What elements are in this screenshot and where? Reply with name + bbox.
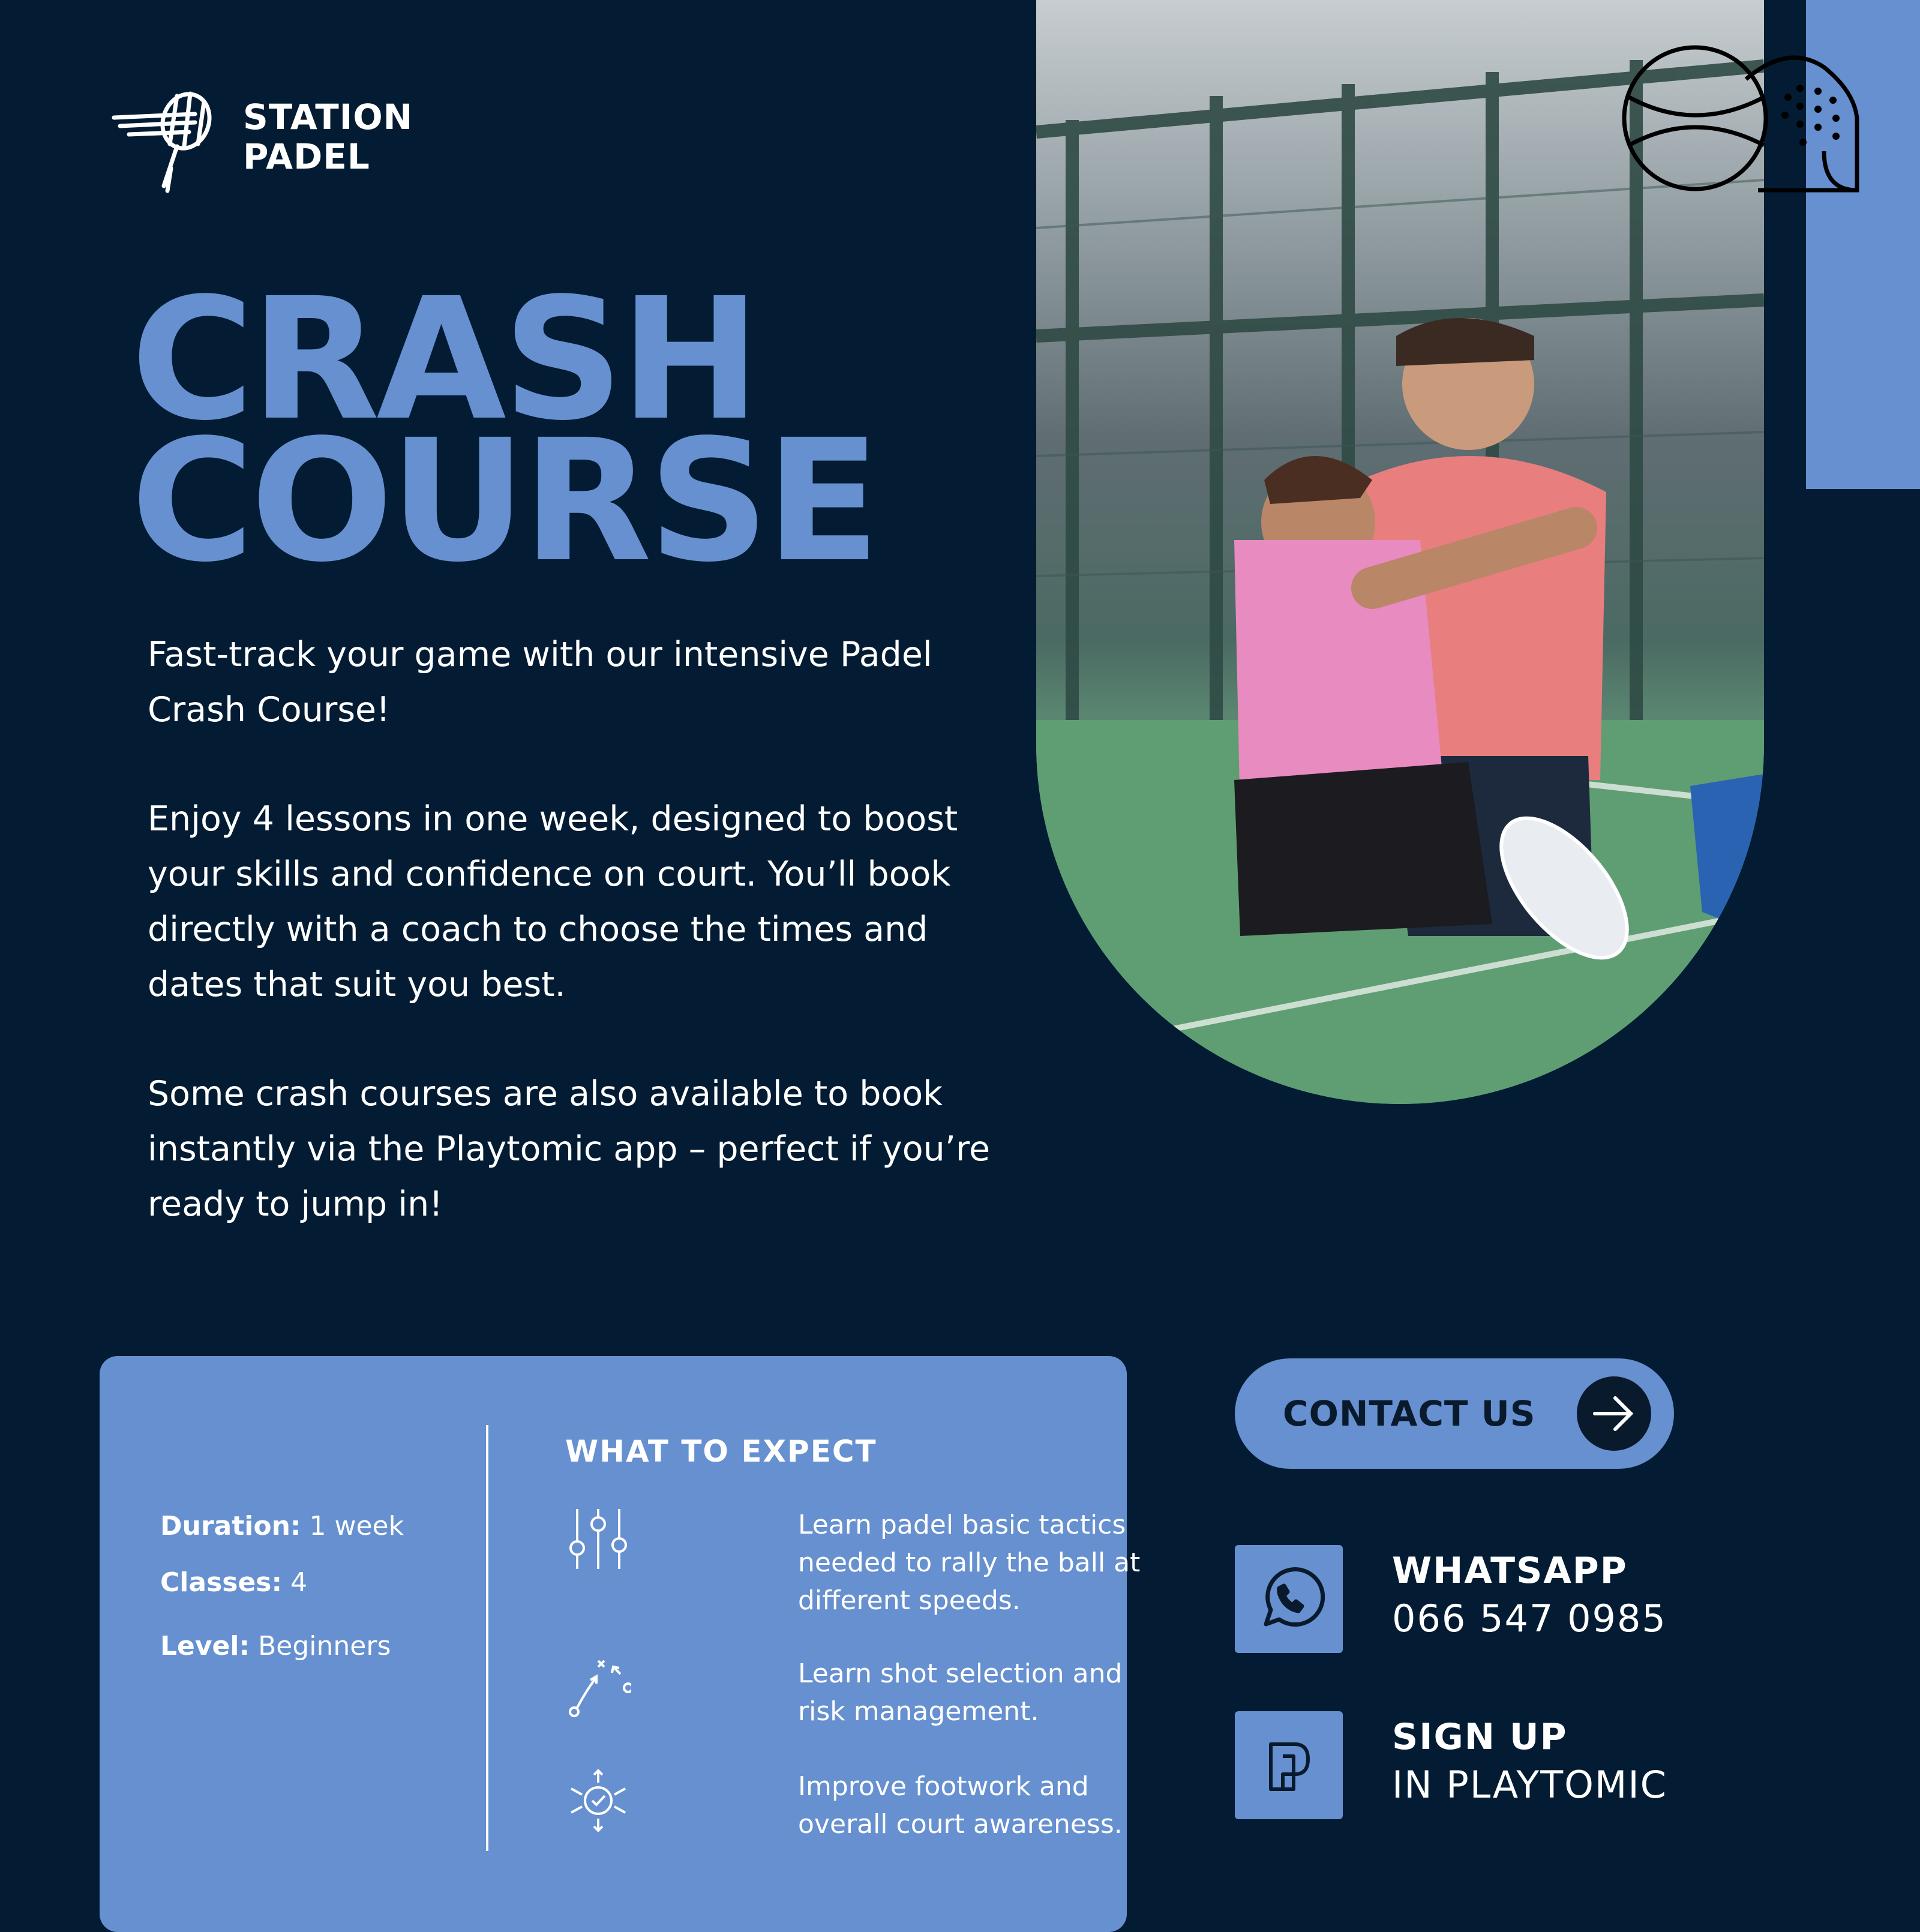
expect-item-text: Learn shot selection and risk management. — [798, 1658, 1123, 1727]
brand-logo — [105, 84, 465, 204]
whatsapp-icon-tile — [1235, 1545, 1343, 1653]
spec-level-label: Level: — [160, 1631, 250, 1661]
padel-racket-icon — [105, 84, 237, 198]
playtomic-signup[interactable] — [1235, 1711, 1775, 1819]
intro-paragraph-1: Fast-track your game with our intensive Padel Crash Course! — [148, 635, 932, 730]
footwork-target-icon — [565, 1768, 631, 1834]
spec-level-value: Beginners — [258, 1631, 391, 1661]
padel-ball-icon — [1620, 43, 1860, 193]
sliders-icon — [565, 1506, 631, 1572]
playtomic-icon-tile — [1235, 1711, 1343, 1819]
signup-title: SIGN UP — [1392, 1716, 1568, 1758]
whatsapp-contact[interactable] — [1235, 1545, 1775, 1653]
brand-line-1: STATION — [243, 97, 413, 137]
brand-name — [243, 97, 413, 176]
spec-classes-label: Classes: — [160, 1567, 283, 1598]
signup-subtitle: IN PLAYTOMIC — [1392, 1763, 1667, 1807]
card-divider — [486, 1425, 488, 1851]
arrow-right-icon — [1577, 1376, 1651, 1451]
title-line-2: COURSE — [131, 404, 877, 599]
page-title — [131, 262, 877, 599]
contact-us-button[interactable] — [1235, 1358, 1674, 1469]
spec-duration-label: Duration: — [160, 1511, 301, 1541]
spec-classes — [160, 1567, 307, 1598]
expect-item-text: Improve footwork and overall court awareness. — [798, 1771, 1123, 1840]
intro-text — [148, 627, 1006, 1286]
spec-duration — [160, 1511, 404, 1541]
expect-title: WHAT TO EXPECT — [565, 1434, 877, 1469]
spec-classes-value: 4 — [290, 1567, 308, 1598]
whatsapp-icon — [1253, 1563, 1325, 1635]
contact-us-label: CONTACT US — [1283, 1393, 1536, 1434]
playtomic-icon — [1253, 1729, 1325, 1801]
whatsapp-number[interactable]: 066 547 0985 — [1392, 1597, 1667, 1640]
intro-paragraph-3: Some crash courses are also available to book instantly via the Playtomic app – perfect if you’re ready to jump in! — [148, 1074, 991, 1224]
tactics-play-icon — [565, 1655, 631, 1721]
spec-duration-value: 1 week — [309, 1511, 404, 1541]
intro-paragraph-2: Enjoy 4 lessons in one week, designed to boost your skills and confidence on court. You’ll book directly with a coach to choose the times and dates that suit you best. — [148, 799, 958, 1004]
title-line-1: CRASH — [131, 262, 757, 458]
expect-item-text: Learn padel basic tactics needed to rally the ball at different speeds. — [798, 1510, 1141, 1616]
spec-level — [160, 1631, 391, 1661]
brand-line-2: PADEL — [243, 136, 370, 177]
course-info-card — [100, 1356, 1141, 1932]
whatsapp-title: WHATSAPP — [1392, 1550, 1628, 1592]
